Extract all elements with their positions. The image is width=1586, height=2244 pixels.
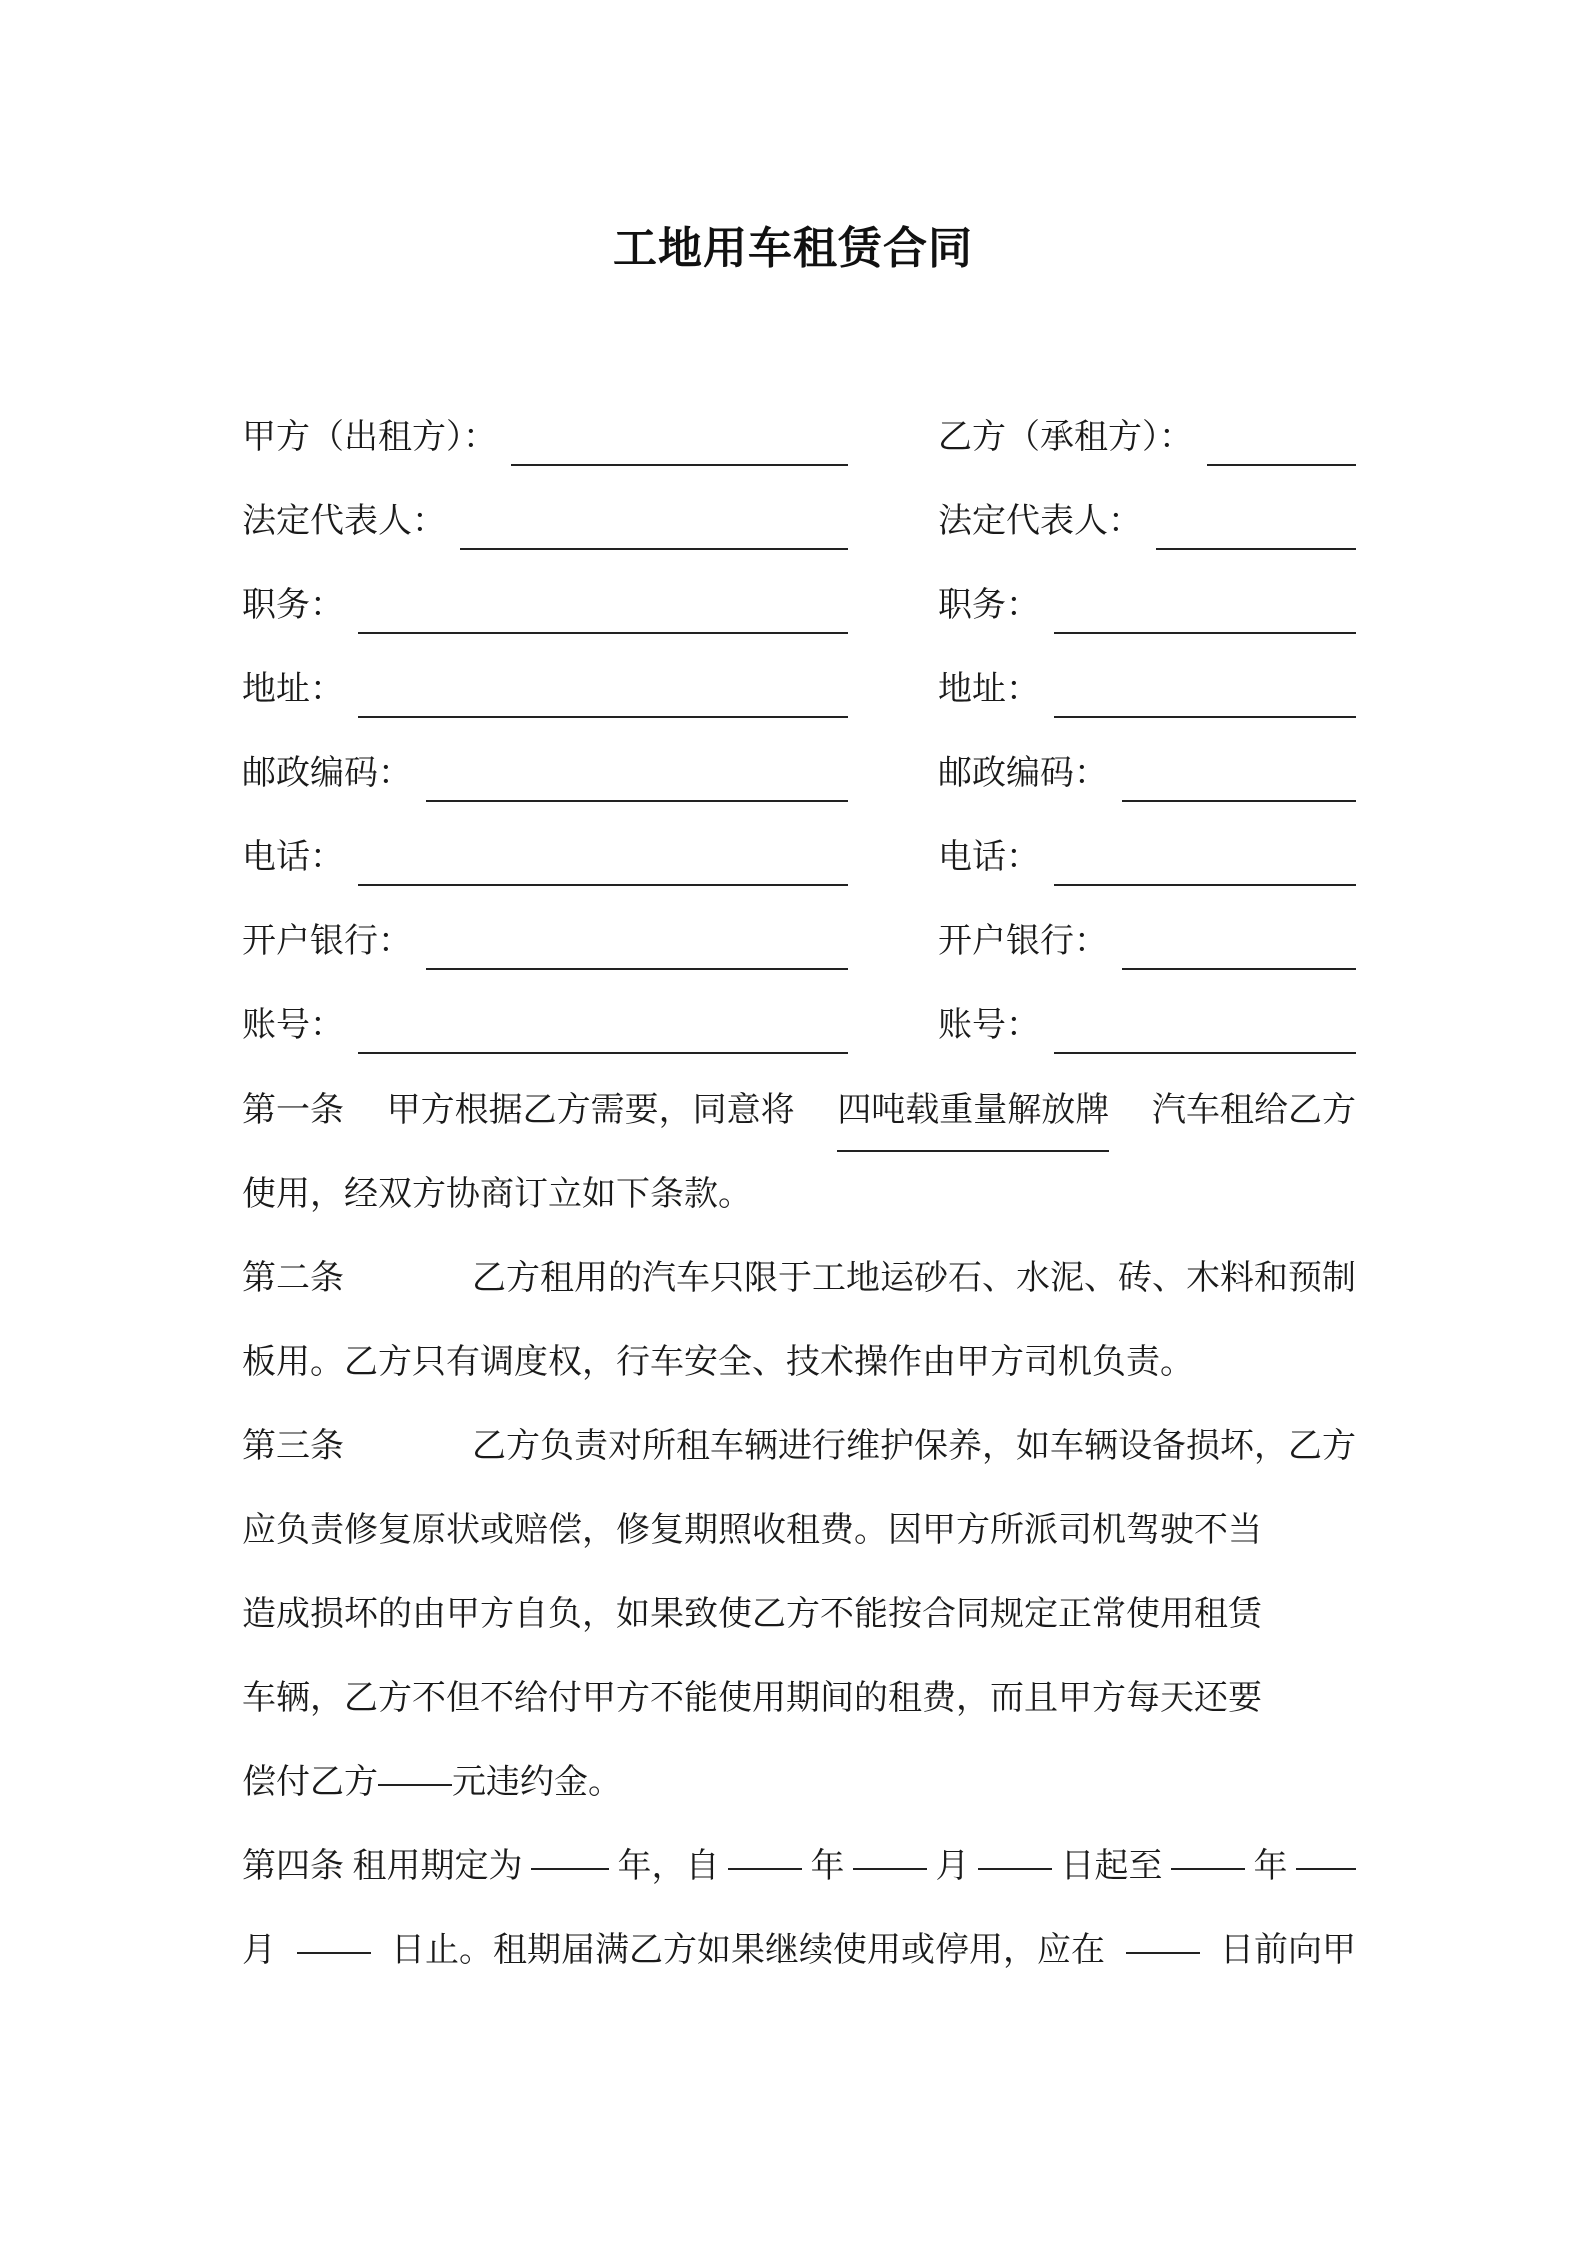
clause-3-text-line-3: 造成损坏的由甲方自负，如果致使乙方不能按合同规定正常使用租赁	[242, 1594, 1262, 1634]
party-row-rep	[242, 484, 1356, 568]
clause-1-line-2	[242, 1152, 1356, 1236]
clause-1-text-b: 汽车租给乙方	[1151, 1090, 1356, 1130]
party-b-position-field	[938, 568, 1356, 634]
party-b-address-label: 地址：	[938, 669, 1040, 709]
party-row-postcode	[242, 736, 1356, 820]
clause-1-vehicle-filled: 四吨载重量解放牌	[837, 1068, 1109, 1152]
end-day-blank[interactable]	[297, 1908, 371, 1954]
party-a-account-blank[interactable]	[358, 1012, 848, 1054]
clause-4-text-c: 年	[810, 1846, 845, 1886]
party-row-heading	[242, 400, 1356, 484]
party-a-phone-label: 电话：	[242, 837, 344, 877]
party-b-rep-label: 法定代表人：	[938, 501, 1142, 541]
party-a-position-blank[interactable]	[358, 592, 848, 634]
end-year-blank[interactable]	[1171, 1824, 1245, 1870]
party-b-phone-label: 电话：	[938, 837, 1040, 877]
party-a-bank-field	[242, 904, 848, 970]
clause-3-line-4	[242, 1656, 1356, 1740]
lease-years-blank[interactable]	[531, 1824, 609, 1870]
start-day-blank[interactable]	[978, 1824, 1052, 1870]
party-b-postcode-field	[938, 736, 1356, 802]
party-b-postcode-label: 邮政编码：	[938, 753, 1108, 793]
party-a-position-label: 职务：	[242, 585, 344, 625]
party-b-phone-blank[interactable]	[1054, 844, 1356, 886]
clause-3-line-2	[242, 1488, 1356, 1572]
end-month-blank-a[interactable]	[1296, 1824, 1356, 1870]
party-b-account-field	[938, 988, 1356, 1054]
party-a-heading-label: 甲方（出租方）：	[242, 417, 497, 457]
party-info-block	[242, 400, 1356, 1072]
party-a-postcode-field	[242, 736, 848, 802]
party-b-bank-label: 开户银行：	[938, 921, 1108, 961]
clause-2-line-2	[242, 1320, 1356, 1404]
party-b-rep-field	[938, 484, 1356, 550]
clause-3-label: 第三条	[242, 1426, 344, 1466]
party-a-account-label: 账号：	[242, 1005, 344, 1045]
clause-2-line-1	[242, 1236, 1356, 1320]
party-a-address-label: 地址：	[242, 669, 344, 709]
start-month-blank[interactable]	[853, 1824, 927, 1870]
party-b-heading-label: 乙方（承租方）：	[938, 417, 1193, 457]
party-b-account-blank[interactable]	[1054, 1012, 1356, 1054]
clause-4-line-2	[242, 1908, 1356, 1992]
clause-4-text-a: 租用期定为	[352, 1846, 523, 1886]
party-a-name-blank[interactable]	[511, 424, 848, 466]
clause-3-text-line-1: 乙方负责对所租车辆进行维护保养，如车辆设备损坏，乙方	[472, 1426, 1356, 1466]
party-b-postcode-blank[interactable]	[1122, 760, 1356, 802]
party-b-address-blank[interactable]	[1054, 676, 1356, 718]
clause-1-text-a: 甲方根据乙方需要，同意将	[386, 1090, 795, 1130]
clause-4-text-d: 月	[935, 1846, 970, 1886]
clause-4-text-b: 年，自	[617, 1846, 720, 1886]
clause-4-text-h: 日止。租期届满乙方如果继续使用或停用，应在	[391, 1930, 1105, 1970]
party-a-bank-blank[interactable]	[426, 928, 848, 970]
notice-days-blank[interactable]	[1126, 1908, 1200, 1954]
party-a-address-field	[242, 652, 848, 718]
party-row-address	[242, 652, 1356, 736]
party-b-rep-blank[interactable]	[1156, 508, 1356, 550]
party-a-phone-field	[242, 820, 848, 886]
clause-3-text-line-4: 车辆，乙方不但不给付甲方不能使用期间的租费，而且甲方每天还要	[242, 1678, 1262, 1718]
penalty-amount-blank[interactable]	[378, 1740, 452, 1786]
party-b-bank-field	[938, 904, 1356, 970]
party-row-bank	[242, 904, 1356, 988]
party-a-bank-label: 开户银行：	[242, 921, 412, 961]
party-b-name-blank[interactable]	[1207, 424, 1356, 466]
party-a-address-blank[interactable]	[358, 676, 848, 718]
clause-1-text-line-2: 使用，经双方协商订立如下条款。	[242, 1174, 752, 1214]
party-b-account-label: 账号：	[938, 1005, 1040, 1045]
party-b-position-label: 职务：	[938, 585, 1040, 625]
clause-2-label: 第二条	[242, 1258, 344, 1298]
clause-1-line-1	[242, 1068, 1356, 1152]
clause-4-text-f: 年	[1253, 1846, 1288, 1886]
clause-4-label: 第四条	[242, 1846, 344, 1886]
party-a-account-field	[242, 988, 848, 1054]
clause-3-text-line-5a: 偿付乙方	[242, 1762, 378, 1802]
clause-4-text-g: 月	[242, 1930, 276, 1970]
clause-4-text-e: 日起至	[1060, 1846, 1163, 1886]
party-row-account	[242, 988, 1356, 1072]
clause-3-line-3	[242, 1572, 1356, 1656]
party-a-heading-field	[242, 400, 848, 466]
clause-3-line-5	[242, 1740, 1356, 1824]
party-b-phone-field	[938, 820, 1356, 886]
party-a-phone-blank[interactable]	[358, 844, 848, 886]
party-row-phone	[242, 820, 1356, 904]
party-b-address-field	[938, 652, 1356, 718]
clause-3-text-line-2: 应负责修复原状或赔偿，修复期照收租费。因甲方所派司机驾驶不当	[242, 1510, 1262, 1550]
party-row-position	[242, 568, 1356, 652]
party-a-rep-label: 法定代表人：	[242, 501, 446, 541]
party-a-rep-field	[242, 484, 848, 550]
start-year-blank[interactable]	[728, 1824, 802, 1870]
party-a-position-field	[242, 568, 848, 634]
clause-2-text-line-2: 板用。乙方只有调度权，行车安全、技术操作由甲方司机负责。	[242, 1342, 1194, 1382]
clause-2-text-line-1: 乙方租用的汽车只限于工地运砂石、水泥、砖、木料和预制	[472, 1258, 1356, 1298]
contract-clauses	[242, 1068, 1356, 1992]
clause-4-line-1	[242, 1824, 1356, 1908]
party-b-bank-blank[interactable]	[1122, 928, 1356, 970]
party-a-postcode-blank[interactable]	[426, 760, 848, 802]
clause-4-text-i: 日前向甲	[1220, 1930, 1356, 1970]
party-a-rep-blank[interactable]	[460, 508, 848, 550]
document-title: 工地用车租赁合同	[613, 223, 973, 274]
party-b-position-blank[interactable]	[1054, 592, 1356, 634]
clause-3-text-line-5b: 元违约金。	[452, 1762, 622, 1802]
party-a-postcode-label: 邮政编码：	[242, 753, 412, 793]
clause-3-line-1	[242, 1404, 1356, 1488]
clause-1-label: 第一条	[242, 1090, 344, 1130]
party-b-heading-field	[938, 400, 1356, 466]
